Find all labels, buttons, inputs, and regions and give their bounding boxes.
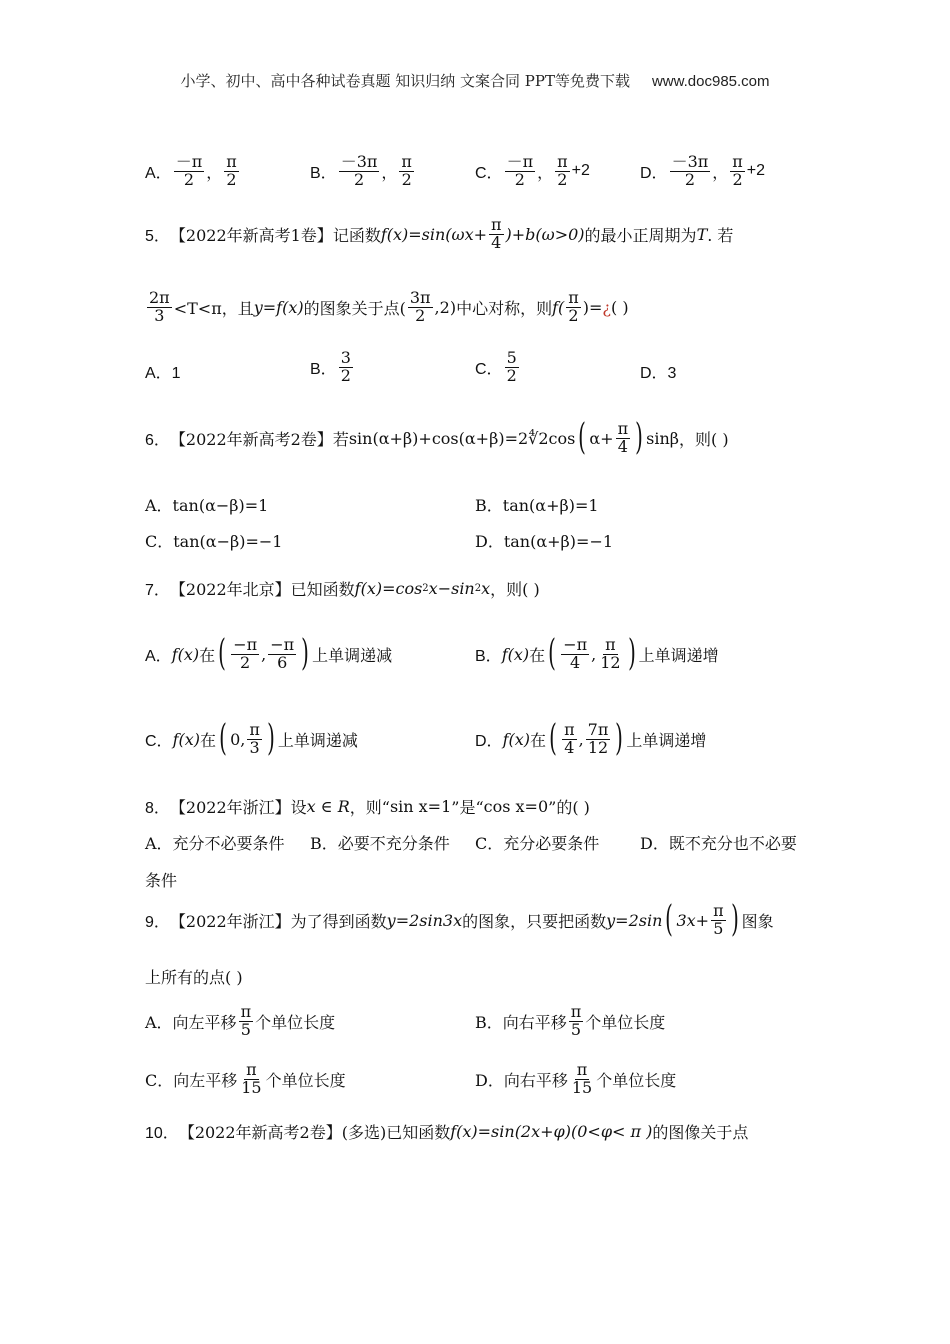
q5-option-a: A．1 — [145, 365, 181, 382]
q9-option-c: C．向左平移 π 15 个单位长度 — [145, 1060, 346, 1097]
q8-option-c: C．充分必要条件 — [475, 834, 600, 853]
q4-option-b: B． －3π 2 ， π 2 — [310, 152, 412, 189]
q7-option-b: B． f(x) 在 ( −π 4 , π 12 ) 上单调递增 — [475, 633, 719, 674]
q5-stem-line2: 2π 3 <T<π，且 y=f(x) 的图象关于点( 3π 2 ,2) 中心对称，则 f( π 2 )= ¿ ( ) — [149, 288, 629, 325]
q9-stem: 9． 【2022年浙江】 为了得到函数 y=2sin3x 的图象，只要把函数 y=2sin ( 3x+ $\frac{\pi}{5}$ ) 图象 — [145, 899, 774, 940]
page-header — [0, 70, 950, 91]
q7-stem: 7． 【2022年北京】 已知函数 f(x)=cos 2 x−sin 2 x ，则( ) — [145, 579, 540, 599]
q4-option-c: C． －π 2 ， π 2 +2 — [475, 152, 590, 189]
q6-stem: 6． 【2022年新高考2卷】 若 sin(α+β)+cos(α+β)=2∜2cos ( α+ $\frac{\pi}{4}$ ) sinβ ，则( ) — [145, 417, 729, 458]
q8-stem: 8． 【2022年浙江】 设 x ∈ R ，则“ sin x=1 ”是“ cos x=0 ”的( ) — [145, 797, 590, 817]
header-text: 小学、初中、高中各种试卷真题 知识归纳 文案合同 PPT等免费下载 — [180, 72, 630, 90]
q5-option-d: D．3 — [640, 365, 677, 382]
header-site: www.doc985.com — [651, 73, 770, 90]
q5-option-b: B． 3 2 — [310, 348, 351, 385]
q7-option-d: D． f(x) 在 ( π 4 , 7π 12 ) 上单调递增 — [475, 718, 707, 759]
q9-option-b: B．向右平移 π 5 个单位长度 — [475, 1002, 666, 1039]
q7-option-a: A． f(x) 在 ( −π 2 , −π 6 ) 上单调递减 — [145, 633, 393, 674]
q9-option-a: A．向左平移 π 5 个单位长度 — [145, 1002, 336, 1039]
q4-option-a: A． －π 2 ， π 2 — [145, 152, 237, 189]
q10-stem: 10． 【2022年新高考2卷】 (多选)已知函数 f(x)=sin(2x+φ)(0<φ< π ) 的图像关于点 — [145, 1122, 749, 1142]
q8-option-b: B．必要不充分条件 — [310, 834, 450, 853]
q8-option-d: D．既不充分也不必要 — [640, 834, 797, 853]
q6-option-a: A．tan(α−β)=1 — [145, 496, 269, 515]
q8-option-a: A．充分不必要条件 — [145, 834, 285, 853]
q6-option-c: C．tan(α−β)=−1 — [145, 532, 283, 551]
q7-option-c: C． f(x) 在 ( 0 , π 3 ) 上单调递减 — [145, 718, 358, 759]
q6-option-d: D．tan(α+β)=−1 — [475, 532, 614, 551]
q8-option-d-continued: 条件 — [145, 871, 178, 890]
q4-option-d: D． －3π 2 ， π 2 +2 — [640, 152, 766, 189]
q9-option-d: D．向右平移 π 15 个单位长度 — [475, 1060, 677, 1097]
q6-option-b: B．tan(α+β)=1 — [475, 496, 599, 515]
q5-option-c: C． 5 2 — [475, 348, 517, 385]
q5-stem: 5． 【2022年新高考1卷】 记函数 f(x)=sin(ωx+ $\frac{\pi}{4}$ )+b(ω>0) 的最小正周期为 T . 若 — [145, 215, 734, 252]
q9-stem-line2: 上所有的点( ) — [145, 968, 243, 987]
